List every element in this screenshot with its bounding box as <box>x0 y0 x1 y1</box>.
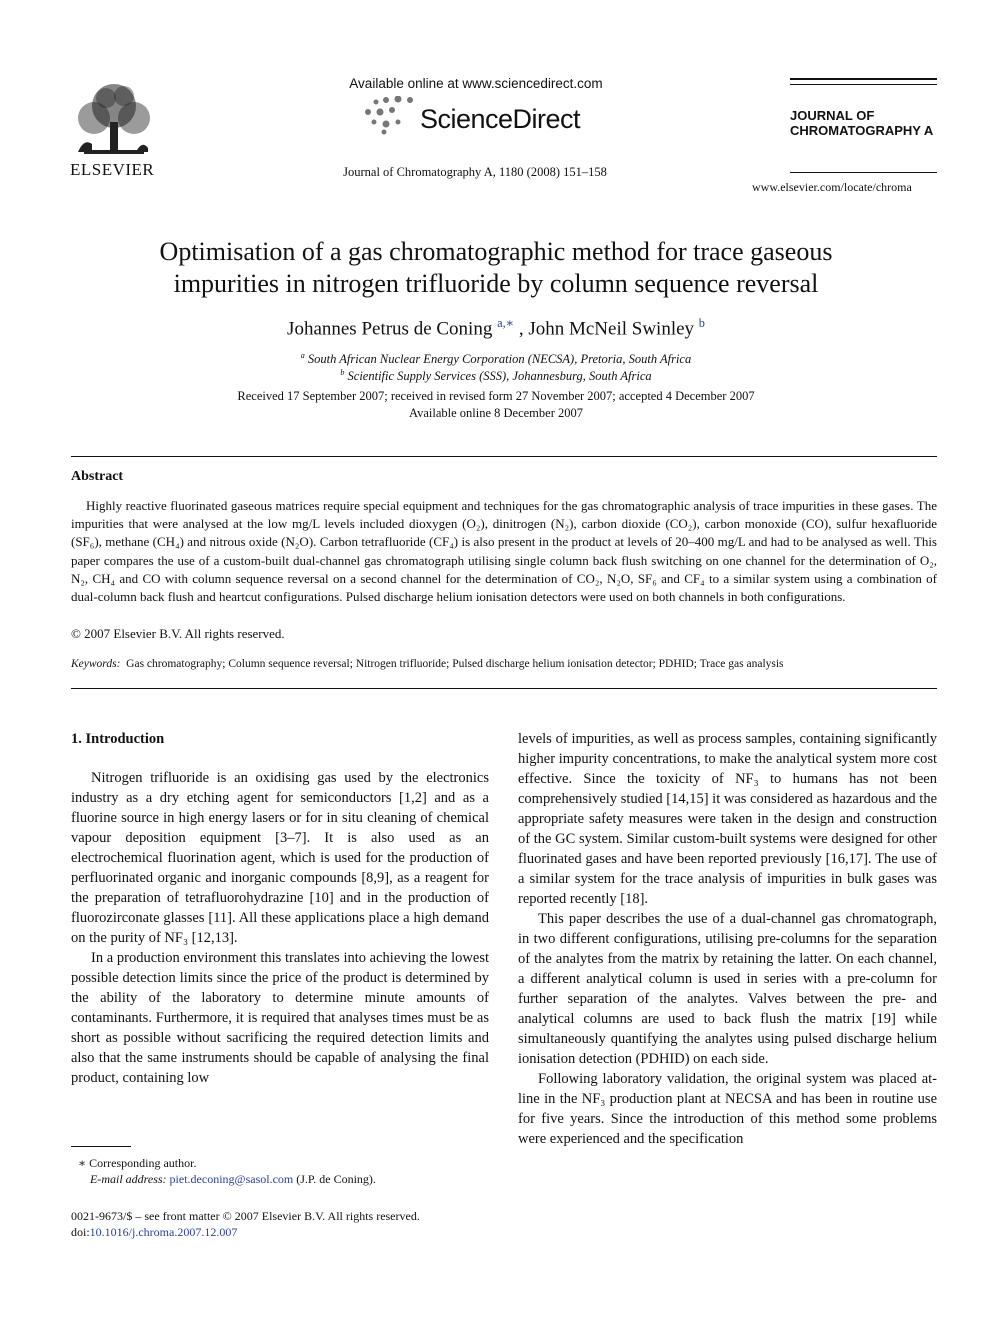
journal-url[interactable]: www.elsevier.com/locate/chroma <box>752 180 912 194</box>
sciencedirect-logo-text: ScienceDirect <box>420 104 581 134</box>
footnote-rule <box>71 1146 131 1147</box>
email-label: E-mail address: <box>90 1172 167 1186</box>
keywords-label: Keywords: <box>71 658 121 670</box>
journal-name <box>790 108 933 138</box>
abstract-heading: Abstract <box>71 469 124 484</box>
affiliation-marker: b <box>340 368 345 377</box>
paragraph: Following laboratory validation, the original system was placed at-line in the NF₃ production plant at NECSA and has been in routine use for five years. Since the introduction of this method some problems were experienced and the specification <box>518 1071 937 1147</box>
journal-rule <box>790 84 937 85</box>
keywords <box>71 658 937 670</box>
author-affiliation-link[interactable]: b <box>698 316 705 330</box>
abstract-body: Highly reactive fluorinated gaseous matrices require special equipment and techniques for the gas chromatographic analysis of trace impurities in these gases. The impurities that were analysed at the low mg/L levels included dioxygen (O₂), dinitrogen (N₂), carbon dioxide (CO₂), carbon monoxide (CO), sulfur hexafluoride (SF₆), methane (CH₄) and nitrous oxide (N₂O). Carbon tetrafluoride (CF₄) is also present in the product at levels of 20–400 mg/L and had to be analysed as well. This paper compares the use of a custom-built dual-channel gas chromatograph utilising single column back flush switching on one channel for the determination of O₂, N₂, CH₄ and CO with column sequence reversal on a second channel for the determination of CO₂, N₂O, SF₆ and CF₄ to a similar system using a combination of dual-column back flush and heartcut configurations. Pulsed discharge helium ionisation detectors were used on both channels in both configurations. <box>71 498 937 605</box>
issn-line: 0021-9673/$ – see front matter © 2007 Elsevier B.V. All rights reserved. <box>71 1209 420 1223</box>
affiliation-text: South African Nuclear Energy Corporation (NECSA), Pretoria, South Africa <box>307 352 692 367</box>
email-link[interactable]: piet.deconing@sasol.com <box>169 1172 294 1186</box>
keywords-list: Gas chromatography; Column sequence reversal; Nitrogen trifluoride; Pulsed discharge helium ionisation detector; PDHID; Trace gas analysis <box>126 658 784 670</box>
title-line-1: Optimisation of a gas chromatographic method for trace gaseous <box>159 237 833 266</box>
received-dates: Received 17 September 2007; received in revised form 27 November 2007; accepted 4 December 2007 <box>237 389 755 403</box>
author-affiliation-link[interactable]: a,∗ <box>497 316 515 330</box>
available-online-text[interactable]: Available online at www.sciencedirect.com <box>349 76 603 91</box>
article-title <box>60 236 932 300</box>
paragraph: This paper describes the use of a dual-channel gas chromatograph, in two different configurations, utilising pre-columns for the separation of the analytes from the matrix by retaining the latter. On each channel, a different analytical column is used in series with a pre-column for further separation of the analytes. Valves between the pre- and analytical columns are used to back flush the matrix [19] while simultaneously quantifying the analytes using pulsed discharge helium ionisation detection (PDHID) on each side. <box>518 911 937 1067</box>
paragraph: In a production environment this translates into achieving the lowest possible detection limits since the price of the product is determined by the ability of the laboratory to determine minute amounts of contaminants. Furthermore, it is required that analyses times must be as short as possible without sacrificing the required detection limits and also that the same instruments should be capable of analysing the final product, containing low <box>71 950 489 1086</box>
left-column <box>71 768 489 1088</box>
right-column <box>518 729 937 1149</box>
doi-link[interactable]: 10.1016/j.chroma.2007.12.007 <box>89 1225 238 1239</box>
paragraph: levels of impurities, as well as process samples, containing significantly higher impurity concentrations, to make the analytical system more cost effective. Since the toxicity of NF₃ to humans has not been comprehensively studied [14,15] it was considered as hazardous and the appropriate safety measures were taken in the design and construction of the GC system. Similar custom-built systems were designed for other fluorinated gases and have been reported previously [16,17]. The use of a similar system for the trace analysis of impurities in bulk gases was reported recently [18]. <box>518 731 937 907</box>
journal-rule <box>790 172 937 173</box>
paragraph: Nitrogen trifluoride is an oxidising gas used by the electronics industry as a dry etching agent for semiconductors [1,2] and as a fluorine source in high energy lasers or for in situ cleaning of chemical vapour deposition equipment [3–7]. It is also used as an electrochemical fluorination agent, which is used for the production of perfluorinated organic and inorganic compounds [8,9], as a reagent for the preparation of tetrafluorohydrazine [10] and in the production of fluorozirconate glasses [11]. All these applications place a high demand on the purity of NF₃ [12,13]. <box>71 770 489 946</box>
online-date: Available online 8 December 2007 <box>408 406 583 420</box>
publisher-name: ELSEVIER <box>70 160 155 179</box>
doi-line <box>71 1225 237 1240</box>
affiliation-marker: a <box>300 351 305 360</box>
email-suffix: (J.P. de Coning). <box>293 1172 376 1186</box>
author-list <box>60 316 932 340</box>
journal-rule <box>790 78 937 80</box>
journal-citation: Journal of Chromatography A, 1180 (2008) 151–158 <box>343 165 607 179</box>
doi-label: doi: <box>71 1225 90 1239</box>
author-name: , John McNeil Swinley <box>518 318 695 340</box>
title-line-2: impurities in nitrogen trifluoride by column sequence reversal <box>173 269 819 298</box>
author-name: Johannes Petrus de Coning <box>287 318 493 340</box>
abstract-bottom-rule <box>71 688 937 689</box>
abstract-top-rule <box>71 456 937 457</box>
abstract-copyright: © 2007 Elsevier B.V. All rights reserved. <box>71 626 285 641</box>
affiliation-text: Scientific Supply Services (SSS), Johannesburg, South Africa <box>347 369 652 384</box>
affiliation-b <box>60 368 932 384</box>
journal-name-line1: JOURNAL OF <box>790 108 875 123</box>
corresponding-author-note: ∗ Corresponding author. <box>78 1156 197 1170</box>
affiliation-a <box>60 351 932 367</box>
email-note <box>90 1172 376 1187</box>
section-heading: 1. Introduction <box>71 731 165 747</box>
journal-name-line2: CHROMATOGRAPHY A <box>790 123 934 138</box>
